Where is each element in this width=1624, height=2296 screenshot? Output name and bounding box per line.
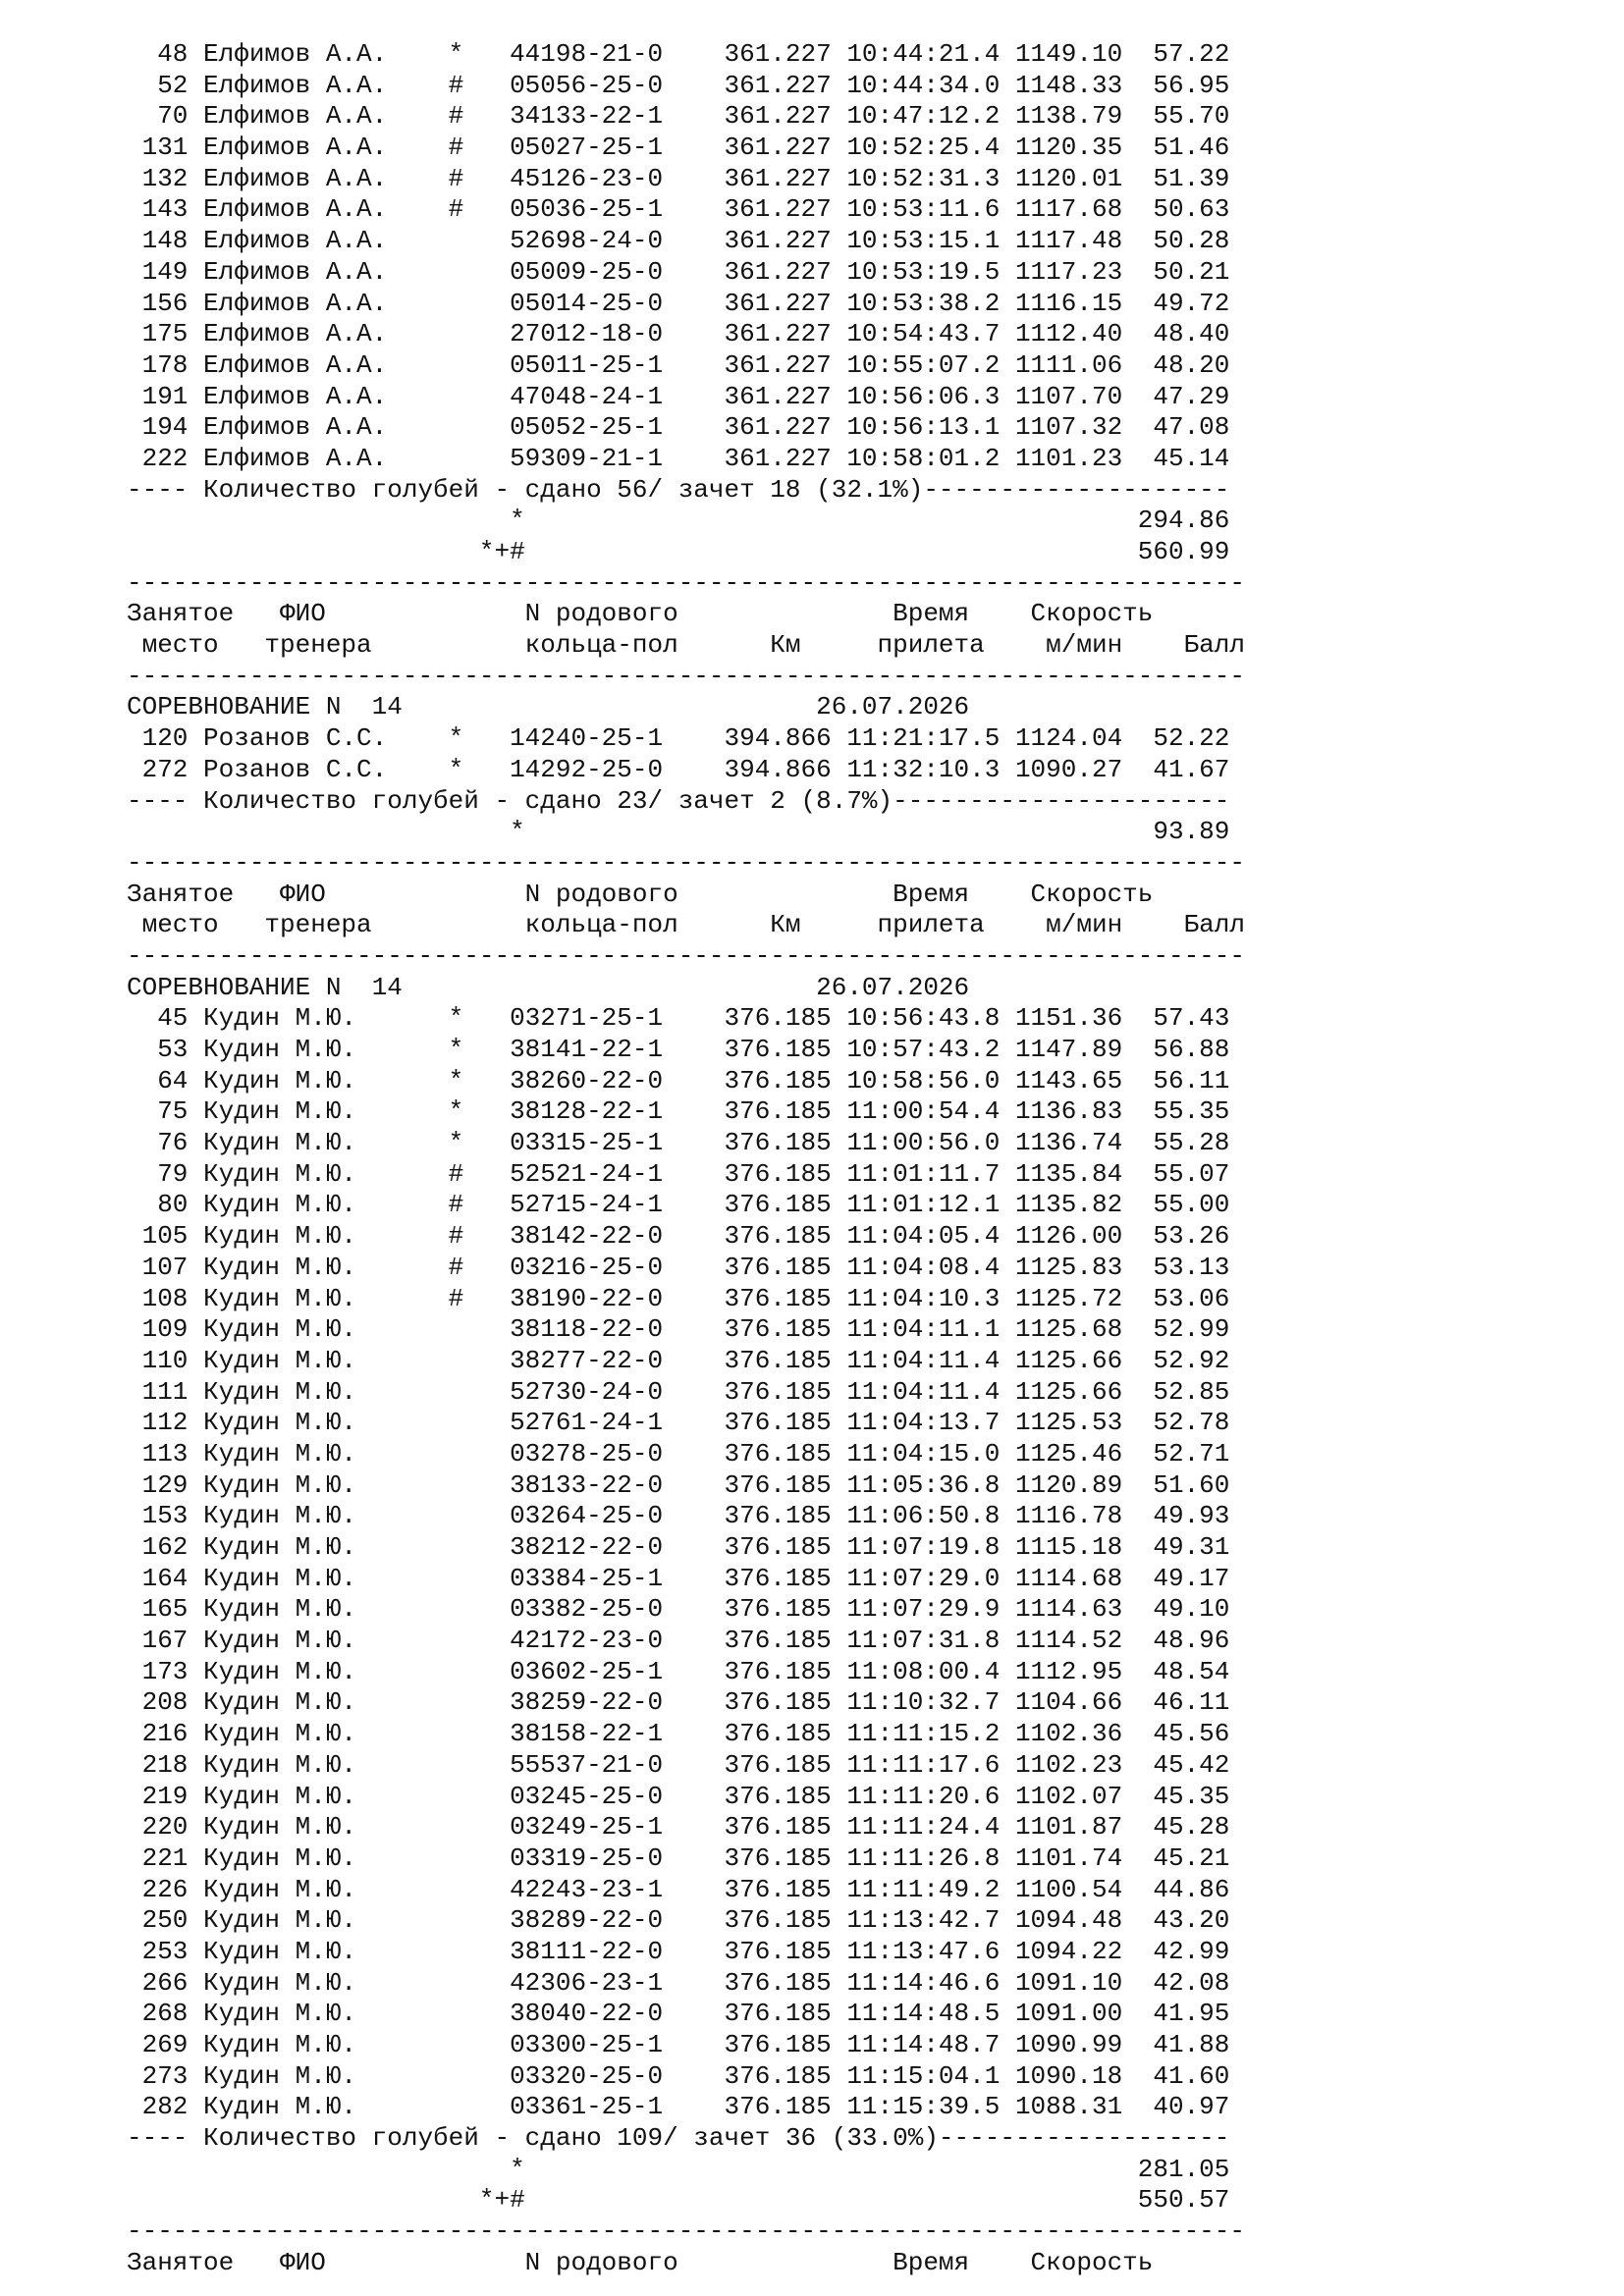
report-line: -------------------------------------------------------------------------: [127, 847, 1245, 878]
report-line: 53 Кудин М.Ю. * 38141-22-1 376.185 10:57:43.2 1147.89 56.88: [127, 1035, 1230, 1064]
report-line: 219 Кудин М.Ю. 03245-25-0 376.185 11:11:20.6 1102.07 45.35: [127, 1781, 1230, 1811]
report-line: 221 Кудин М.Ю. 03319-25-0 376.185 11:11:26.8 1101.74 45.21: [127, 1842, 1230, 1873]
report-line: 218 Кудин М.Ю. 55537-21-0 376.185 11:11:17.6 1102.23 45.42: [127, 1749, 1230, 1780]
report-line: 194 Елфимов А.А. 05052-25-1 361.227 10:56:13.1 1107.32 47.08: [127, 412, 1230, 443]
report-line: 113 Кудин М.Ю. 03278-25-0 376.185 11:04:15.0 1125.46 52.71: [127, 1438, 1230, 1468]
report-line: 111 Кудин М.Ю. 52730-24-0 376.185 11:04:11.4 1125.66 52.85: [127, 1376, 1230, 1407]
report-line: 143 Елфимов А.А. # 05036-25-1 361.227 10:53:11.6 1117.68 50.63: [127, 194, 1230, 225]
report-line: 131 Елфимов А.А. # 05027-25-1 361.227 10:52:25.4 1120.35 51.46: [127, 133, 1230, 163]
report-line: 52 Елфимов А.А. # 05056-25-0 361.227 10:44:34.0 1148.33 56.95: [127, 70, 1230, 100]
report-line: 109 Кудин М.Ю. 38118-22-0 376.185 11:04:11.1 1125.68 52.99: [127, 1314, 1230, 1345]
report-line: СОРЕВНОВАНИЕ N 14 26.07.2026: [127, 972, 970, 1002]
report-line: 173 Кудин М.Ю. 03602-25-1 376.185 11:08:00.4 1112.95 48.54: [127, 1656, 1230, 1686]
report-line: 165 Кудин М.Ю. 03382-25-0 376.185 11:07:29.9 1114.63 49.10: [127, 1594, 1230, 1625]
report-line: 220 Кудин М.Ю. 03249-25-1 376.185 11:11:24.4 1101.87 45.28: [127, 1812, 1230, 1842]
report-line: 129 Кудин М.Ю. 38133-22-0 376.185 11:05:36.8 1120.89 51.60: [127, 1469, 1230, 1500]
report-line: 268 Кудин М.Ю. 38040-22-0 376.185 11:14:48.5 1091.00 41.95: [127, 1999, 1230, 2029]
report-line: место тренера кольца-пол Км прилета м/мин Балл: [127, 630, 1245, 661]
results-report: [127, 39, 1245, 2279]
report-line: Занятое ФИО N родового Время Скорость: [127, 599, 1154, 629]
report-line: 178 Елфимов А.А. 05011-25-1 361.227 10:55:07.2 1111.06 48.20: [127, 349, 1230, 380]
report-line: 191 Елфимов А.А. 47048-24-1 361.227 10:56:06.3 1107.70 47.29: [127, 381, 1230, 411]
report-line: 266 Кудин М.Ю. 42306-23-1 376.185 11:14:46.6 1091.10 42.08: [127, 1967, 1230, 1998]
report-line: 153 Кудин М.Ю. 03264-25-0 376.185 11:06:50.8 1116.78 49.93: [127, 1501, 1230, 1531]
report-line: 269 Кудин М.Ю. 03300-25-1 376.185 11:14:48.7 1090.99 41.88: [127, 2030, 1230, 2059]
report-line: *+# 560.99: [127, 537, 1230, 566]
report-line: 112 Кудин М.Ю. 52761-24-1 376.185 11:04:13.7 1125.53 52.78: [127, 1408, 1230, 1438]
report-line: 107 Кудин М.Ю. # 03216-25-0 376.185 11:04:08.4 1125.83 53.13: [127, 1252, 1230, 1282]
report-line: 148 Елфимов А.А. 52698-24-0 361.227 10:53:15.1 1117.48 50.28: [127, 226, 1230, 256]
report-line: 250 Кудин М.Ю. 38289-22-0 376.185 11:13:42.7 1094.48 43.20: [127, 1905, 1230, 1936]
report-line: * 294.86: [127, 506, 1230, 536]
report-line: ---- Количество голубей - сдано 109/ зачет 36 (33.0%)-------------------: [127, 2123, 1230, 2154]
report-line: 75 Кудин М.Ю. * 38128-22-1 376.185 11:00:54.4 1136.83 55.35: [127, 1096, 1230, 1127]
report-line: 132 Елфимов А.А. # 45126-23-0 361.227 10:52:31.3 1120.01 51.39: [127, 163, 1230, 193]
report-line: 110 Кудин М.Ю. 38277-22-0 376.185 11:04:11.4 1125.66 52.92: [127, 1345, 1230, 1375]
report-line: 282 Кудин М.Ю. 03361-25-1 376.185 11:15:39.5 1088.31 40.97: [127, 2092, 1230, 2122]
report-line: 273 Кудин М.Ю. 03320-25-0 376.185 11:15:04.1 1090.18 41.60: [127, 2060, 1230, 2091]
report-line: ---- Количество голубей - сдано 23/ зачет 2 (8.7%)----------------------: [127, 785, 1230, 816]
report-line: ---- Количество голубей - сдано 56/ зачет 18 (32.1%)--------------------: [127, 474, 1230, 505]
report-line: 108 Кудин М.Ю. # 38190-22-0 376.185 11:04:10.3 1125.72 53.06: [127, 1283, 1230, 1313]
report-line: 76 Кудин М.Ю. * 03315-25-1 376.185 11:00:56.0 1136.74 55.28: [127, 1128, 1230, 1158]
report-line: 79 Кудин М.Ю. # 52521-24-1 376.185 11:01:11.7 1135.84 55.07: [127, 1158, 1230, 1189]
report-line: 253 Кудин М.Ю. 38111-22-0 376.185 11:13:47.6 1094.22 42.99: [127, 1936, 1230, 1966]
report-line: 80 Кудин М.Ю. # 52715-24-1 376.185 11:01:12.1 1135.82 55.00: [127, 1190, 1230, 1220]
report-line: Занятое ФИО N родового Время Скорость: [127, 2247, 1154, 2277]
report-line: 156 Елфимов А.А. 05014-25-0 361.227 10:53:38.2 1116.15 49.72: [127, 288, 1230, 318]
report-line: * 281.05: [127, 2154, 1230, 2184]
report-line: -------------------------------------------------------------------------: [127, 567, 1245, 598]
report-line: место тренера кольца-пол Км прилета м/мин Балл: [127, 910, 1245, 940]
report-line: 149 Елфимов А.А. 05009-25-0 361.227 10:53:19.5 1117.23 50.21: [127, 256, 1230, 287]
report-line: Занятое ФИО N родового Время Скорость: [127, 879, 1154, 909]
report-line: 222 Елфимов А.А. 59309-21-1 361.227 10:58:01.2 1101.23 45.14: [127, 443, 1230, 473]
report-line: 120 Розанов С.С. * 14240-25-1 394.866 11:21:17.5 1124.04 52.22: [127, 723, 1230, 754]
report-line: * 93.89: [127, 817, 1230, 847]
report-line: 175 Елфимов А.А. 27012-18-0 361.227 10:54:43.7 1112.40 48.40: [127, 319, 1230, 349]
report-line: *+# 550.57: [127, 2185, 1230, 2216]
report-line: 162 Кудин М.Ю. 38212-22-0 376.185 11:07:19.8 1115.18 49.31: [127, 1532, 1230, 1562]
report-line: -------------------------------------------------------------------------: [127, 661, 1245, 691]
report-line: 208 Кудин М.Ю. 38259-22-0 376.185 11:10:32.7 1104.66 46.11: [127, 1687, 1230, 1718]
report-line: 45 Кудин М.Ю. * 03271-25-1 376.185 10:56:43.8 1151.36 57.43: [127, 1003, 1230, 1034]
report-line: 216 Кудин М.Ю. 38158-22-1 376.185 11:11:15.2 1102.36 45.56: [127, 1719, 1230, 1749]
report-line: -------------------------------------------------------------------------: [127, 940, 1245, 971]
report-line: 164 Кудин М.Ю. 03384-25-1 376.185 11:07:29.0 1114.68 49.17: [127, 1563, 1230, 1593]
report-line: 105 Кудин М.Ю. # 38142-22-0 376.185 11:04:05.4 1126.00 53.26: [127, 1221, 1230, 1252]
report-line: 70 Елфимов А.А. # 34133-22-1 361.227 10:47:12.2 1138.79 55.70: [127, 101, 1230, 132]
report-line: 167 Кудин М.Ю. 42172-23-0 376.185 11:07:31.8 1114.52 48.96: [127, 1626, 1230, 1656]
report-line: 226 Кудин М.Ю. 42243-23-1 376.185 11:11:49.2 1100.54 44.86: [127, 1874, 1230, 1904]
report-line: 64 Кудин М.Ю. * 38260-22-0 376.185 10:58:56.0 1143.65 56.11: [127, 1065, 1230, 1095]
report-line: СОРЕВНОВАНИЕ N 14 26.07.2026: [127, 692, 970, 722]
report-line: 48 Елфимов А.А. * 44198-21-0 361.227 10:44:21.4 1149.10 57.22: [127, 39, 1230, 69]
report-line: -------------------------------------------------------------------------: [127, 2216, 1245, 2247]
report-line: 272 Розанов С.С. * 14292-25-0 394.866 11:32:10.3 1090.27 41.67: [127, 754, 1230, 784]
